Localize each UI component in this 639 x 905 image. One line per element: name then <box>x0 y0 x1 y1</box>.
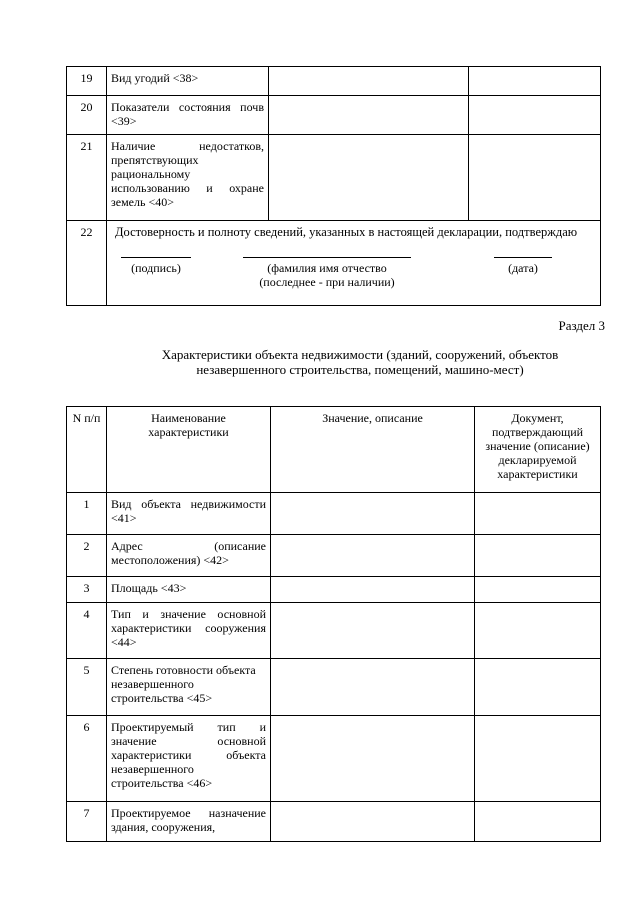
table-row <box>67 802 601 842</box>
value-cell[interactable] <box>271 493 475 535</box>
land-characteristics-table <box>66 66 601 306</box>
row-number: 3 <box>67 577 107 603</box>
name-line[interactable] <box>243 257 411 258</box>
row-number: 22 <box>67 221 107 306</box>
header-name: Наименование характеристики <box>107 407 271 493</box>
row-label: Наличие недостатков, препятствующих рациональному использованию и охране земель <40> <box>107 135 269 221</box>
value-cell[interactable] <box>271 603 475 659</box>
date-label: (дата) <box>508 261 538 275</box>
document-cell[interactable] <box>475 716 601 802</box>
property-characteristics-table <box>66 406 601 842</box>
row-number: 7 <box>67 802 107 842</box>
certification-statement: Достоверность и полноту сведений, указанных в настоящей декларации, подтверждаю <box>115 225 578 239</box>
row-label: Адрес (описание местоположения) <42> <box>107 535 271 577</box>
name-label: (фамилия имя отчество <box>267 261 387 275</box>
value-cell[interactable] <box>271 716 475 802</box>
name-label-note: (последнее - при наличии) <box>259 275 395 289</box>
header-value: Значение, описание <box>271 407 475 493</box>
document-cell[interactable] <box>469 96 601 135</box>
row-label: Проектируемый тип и значение основной характеристики объекта незавершенного строительства <46> <box>107 716 271 802</box>
row-label: Степень готовности объекта незавершенного строительства <45> <box>107 659 271 716</box>
value-cell[interactable] <box>269 135 469 221</box>
document-cell[interactable] <box>475 659 601 716</box>
value-cell[interactable] <box>271 535 475 577</box>
table-row <box>67 577 601 603</box>
signature-label: (подпись) <box>131 261 181 275</box>
row-label: Проектируемое назначение здания, сооружения, <box>107 802 271 842</box>
row-label: Тип и значение основной характеристики сооружения <44> <box>107 603 271 659</box>
header-num: N п/п <box>67 407 107 493</box>
table-row <box>67 67 601 96</box>
row-number: 2 <box>67 535 107 577</box>
row-number: 21 <box>67 135 107 221</box>
table-row <box>67 535 601 577</box>
date-line[interactable] <box>494 257 552 258</box>
table-row <box>67 659 601 716</box>
section-label: Раздел 3 <box>558 318 605 333</box>
table-header-row <box>67 407 601 493</box>
value-cell[interactable] <box>271 659 475 716</box>
row-label: Вид угодий <38> <box>107 67 269 96</box>
value-cell[interactable] <box>271 802 475 842</box>
table-row <box>67 603 601 659</box>
document-cell[interactable] <box>475 535 601 577</box>
table-row <box>67 221 601 306</box>
row-number: 19 <box>67 67 107 96</box>
table-row <box>67 96 601 135</box>
document-cell[interactable] <box>475 802 601 842</box>
table-row <box>67 493 601 535</box>
value-cell[interactable] <box>269 67 469 96</box>
row-label: Показатели состояния почв <39> <box>107 96 269 135</box>
document-cell[interactable] <box>469 67 601 96</box>
row-number: 6 <box>67 716 107 802</box>
certification-cell <box>107 221 601 306</box>
document-cell[interactable] <box>475 577 601 603</box>
section-title: Характеристики объекта недвижимости (зданий, сооружений, объектов незавершенного строительства, помещений, машино-мест) <box>161 347 559 377</box>
row-label: Площадь <43> <box>107 577 271 603</box>
row-label: Вид объекта недвижимости <41> <box>107 493 271 535</box>
row-number: 1 <box>67 493 107 535</box>
document-cell[interactable] <box>469 135 601 221</box>
value-cell[interactable] <box>271 577 475 603</box>
signature-line[interactable] <box>121 257 191 258</box>
signature-block <box>111 239 596 301</box>
row-number: 5 <box>67 659 107 716</box>
value-cell[interactable] <box>269 96 469 135</box>
row-number: 4 <box>67 603 107 659</box>
document-cell[interactable] <box>475 603 601 659</box>
table-row <box>67 716 601 802</box>
header-document: Документ, подтверждающий значение (описание) декларируемой характеристики <box>475 407 601 493</box>
table-row <box>67 135 601 221</box>
document-cell[interactable] <box>475 493 601 535</box>
row-number: 20 <box>67 96 107 135</box>
